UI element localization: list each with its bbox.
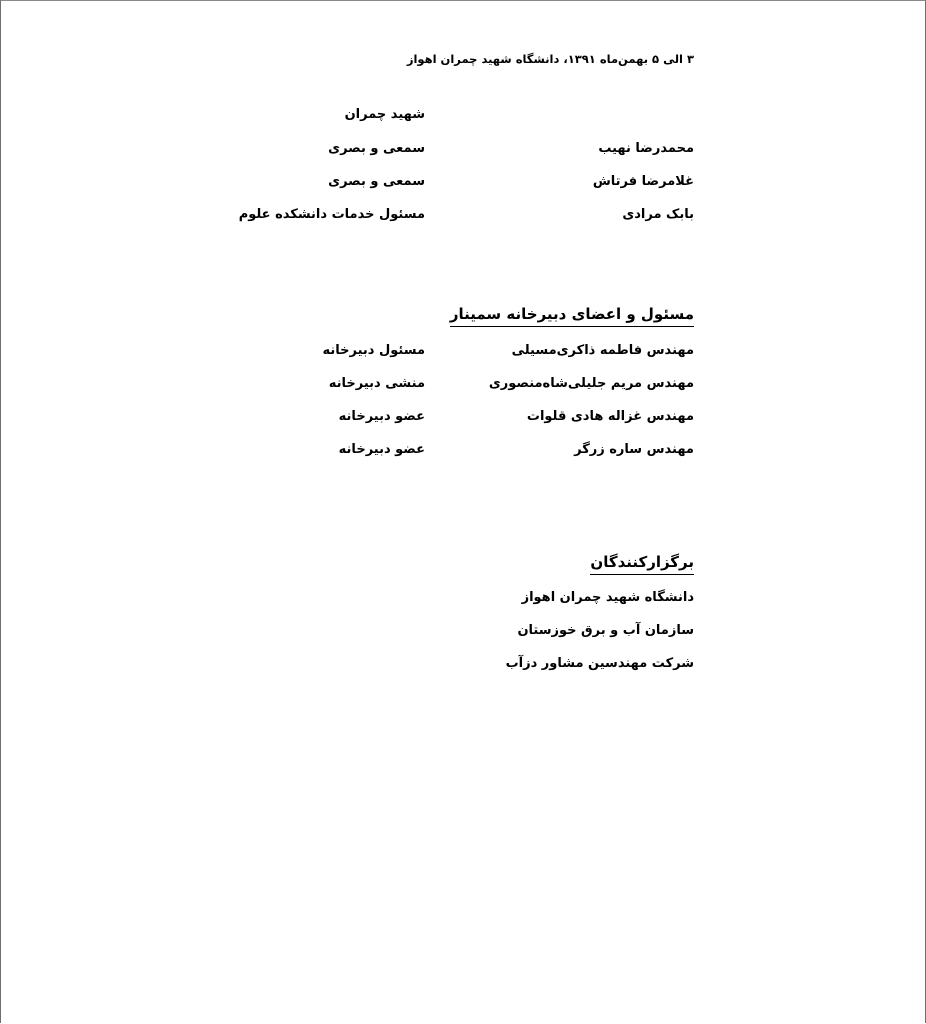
- organizer-item: شرکت مهندسین مشاور دزآب: [505, 656, 694, 671]
- conference-header-line: ۳ الی ۵ بهمن‌ماه ۱۳۹۱، دانشگاه شهید چمران اهواز: [406, 52, 694, 66]
- secretariat-member-role: عضو دبیرخانه: [338, 442, 425, 457]
- organizer-item: دانشگاه شهید چمران اهواز: [521, 590, 694, 605]
- secretariat-member-name: مهندس غزاله هادی قلوات: [526, 409, 694, 424]
- secretariat-member-name: مهندس فاطمه ذاکری‌مسیلی: [511, 343, 694, 358]
- organizer-item: سازمان آب و برق خوزستان: [517, 623, 694, 638]
- staff-name: بابک مرادی: [622, 207, 694, 222]
- staff-name: غلامرضا فرتاش: [592, 174, 694, 189]
- secretariat-member-role: منشی دبیرخانه: [328, 376, 425, 391]
- secretariat-member-name: مهندس مریم جلیلی‌شاه‌منصوری: [488, 376, 694, 391]
- staff-role: سمعی و بصری: [328, 174, 425, 189]
- secretariat-heading: مسئول و اعضای دبیرخانه سمینار: [450, 303, 694, 327]
- organizers-heading: برگزارکنندگان: [590, 551, 694, 575]
- secretariat-member-role: مسئول دبیرخانه: [322, 343, 425, 358]
- staff-name: محمدرضا نهیب: [598, 141, 694, 156]
- staff-group-title: شهید چمران: [344, 107, 425, 122]
- secretariat-member-role: عضو دبیرخانه: [338, 409, 425, 424]
- staff-role: سمعی و بصری: [328, 141, 425, 156]
- secretariat-member-name: مهندس ساره زرگر: [574, 442, 694, 457]
- staff-role: مسئول خدمات دانشکده علوم: [238, 207, 425, 222]
